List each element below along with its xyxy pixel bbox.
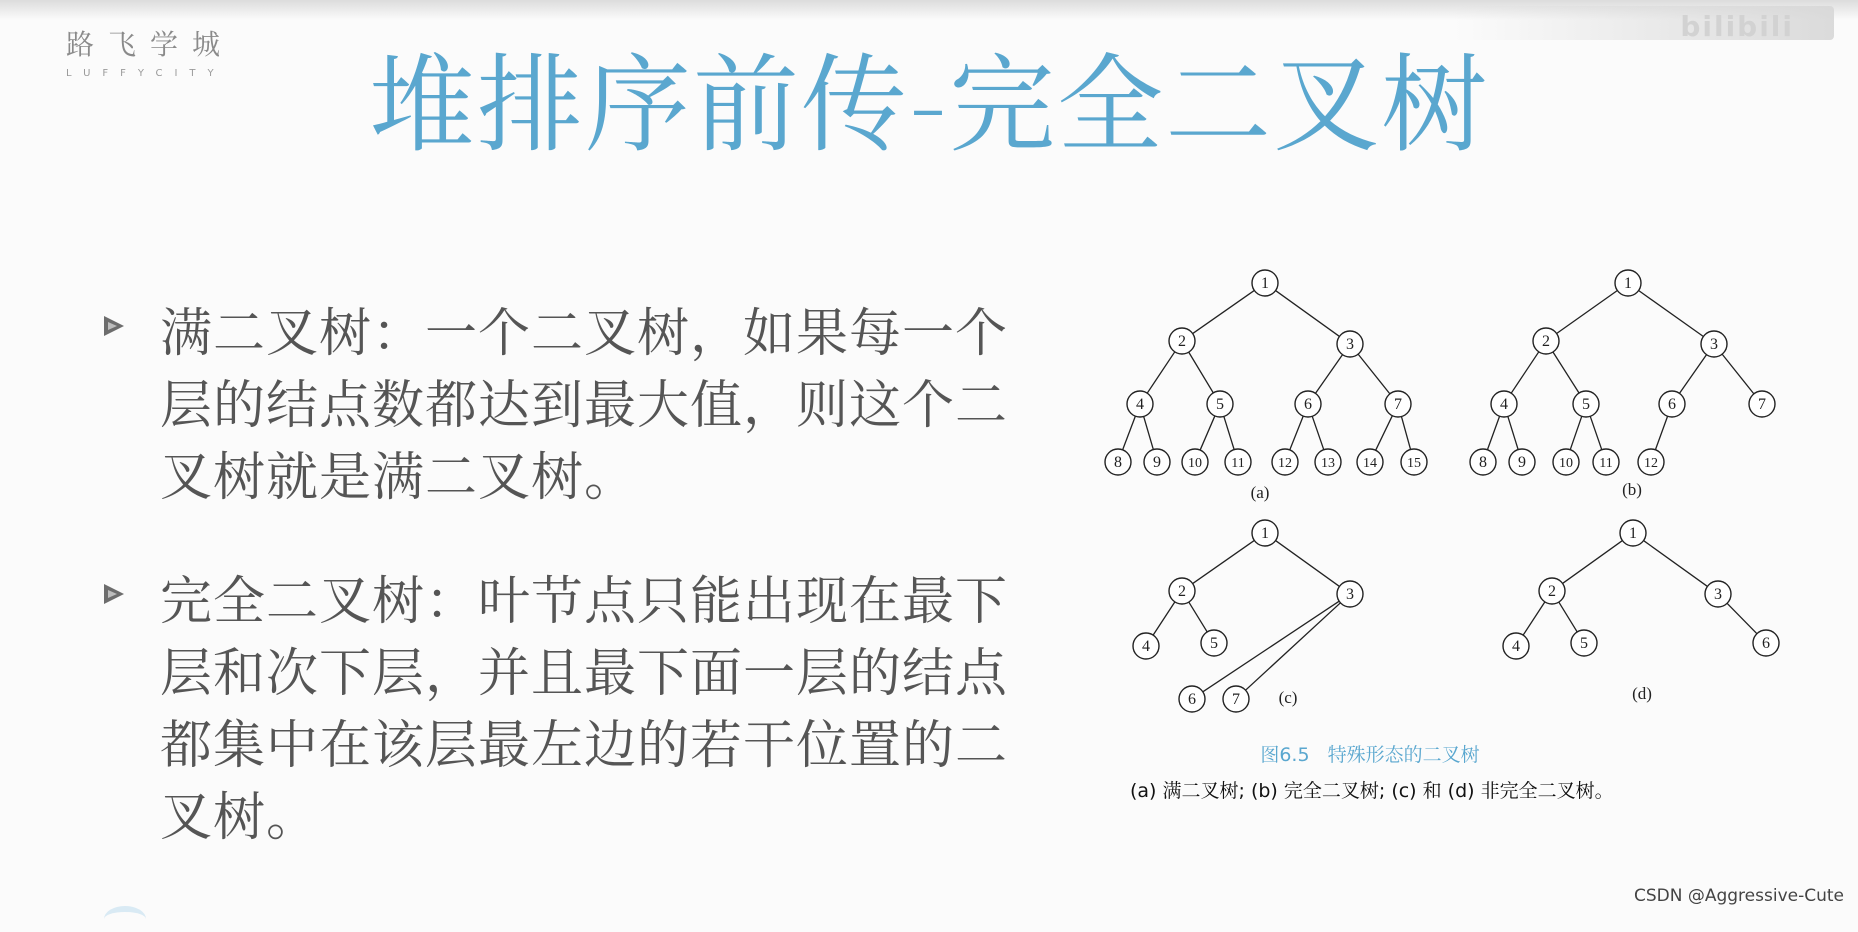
tree-edge [1553,352,1579,393]
tree-node-label: 5 [1216,396,1224,413]
tree-node [1223,686,1249,712]
figure-caption-title: 图6.5 特殊形态的二叉树 [1260,744,1480,766]
tree-edge [1358,354,1390,394]
tree-node [1169,578,1195,604]
tree-label: (c) [1278,688,1298,707]
tree-node [1105,449,1131,475]
tree-edge [1189,352,1214,393]
tree-node [1620,520,1646,546]
tree-node [1705,581,1731,607]
tree-node-label: 2 [1178,583,1186,600]
tree-node-label: 1 [1629,525,1637,542]
slide-title: 堆排序前传-完全二叉树 [368,44,1490,167]
tree-node-label: 14 [1363,456,1377,471]
tree-edge [1376,416,1393,451]
tree-node [1573,391,1599,417]
tree-node [1539,578,1565,604]
tree-node [1169,328,1195,354]
tree-node-label: 13 [1321,456,1335,471]
tree-edge [1312,416,1324,449]
tree-node [1252,270,1278,296]
tree-node-label: 3 [1714,586,1722,603]
tree-node [1337,581,1363,607]
tree-edge [1193,540,1255,583]
tree-node [1315,449,1341,475]
tree-node-label: 6 [1304,396,1312,413]
tree-edge [1639,291,1704,337]
tree-node-label: 1 [1624,275,1632,292]
tree-node-label: 6 [1188,691,1196,708]
tree-edge [1200,416,1215,450]
video-watermark [1454,6,1834,43]
tree-node-label: 7 [1232,691,1240,708]
decorative-arc [104,906,146,932]
tree-edge [1147,352,1175,393]
tree-edge [1189,602,1207,632]
tree-edge [1144,416,1154,449]
tree-node-label: 10 [1188,456,1202,471]
tree-node [1207,391,1233,417]
tree-node [1133,633,1159,659]
tree-label: (d) [1632,684,1652,703]
tree-edge [1559,602,1577,632]
tree-node [1509,449,1535,475]
tree-node-label: 12 [1278,456,1292,471]
tree-node-label: 6 [1668,396,1676,413]
tree-edge [1563,541,1623,584]
tree-node [1357,449,1383,475]
tree-edge [1508,416,1518,449]
tree-node-label: 7 [1394,396,1402,413]
watermark-text: bilibili [1680,10,1794,43]
tree-edge [1401,417,1410,450]
tree-node [1749,391,1775,417]
tree-node [1252,520,1278,546]
tree-node-label: 7 [1758,396,1766,413]
tree-node [1659,391,1685,417]
tree-edge [1224,416,1234,449]
tree-node [1470,449,1496,475]
tree-node [1201,630,1227,656]
tree-edge [1276,291,1340,337]
tree-edge [1644,541,1708,587]
tree-node-label: 3 [1346,586,1354,603]
tree-node [1401,449,1427,475]
tree-node [1491,391,1517,417]
tree-node-label: 1 [1261,275,1269,292]
tree-edge [1276,541,1340,587]
tree-node [1272,449,1298,475]
tree-node-label: 4 [1500,396,1508,413]
tree-node-label: 8 [1114,454,1122,471]
tree-edge [1153,602,1175,635]
tree-edge [1523,602,1545,635]
tree-node [1179,686,1205,712]
tree-node [1385,391,1411,417]
tree-node [1533,328,1559,354]
tree-node-label: 2 [1542,333,1550,350]
tree-edge [1590,416,1602,449]
tree-node-label: 8 [1479,454,1487,471]
tree-edge [1557,291,1618,334]
tree-node-label: 9 [1518,454,1526,471]
tree-node-label: 2 [1178,333,1186,350]
tree-node [1503,633,1529,659]
tree-edge [1123,416,1136,450]
bullet-arrow-icon [102,314,126,338]
logo-chinese: 路飞学城 [66,28,235,61]
csdn-credit: CSDN @Aggressive-Cute [1633,886,1844,906]
tree-edge [1727,603,1757,633]
tree-node-label: 5 [1582,396,1590,413]
tree-node-label: 4 [1136,396,1144,413]
tree-node [1593,449,1619,475]
tree-edge [1290,416,1303,450]
tree-node-label: 11 [1599,456,1613,471]
tree-node-label: 5 [1210,635,1218,652]
tree-edge [1679,355,1706,394]
tree-label: (a) [1250,483,1270,502]
bullet-text: 完全二叉树：叶节点只能出现在最下层和次下层，并且最下面一层的结点都集中在该层最左边的若干位置的二叉树。 [160,572,1009,848]
bullet-text: 满二叉树：一个二叉树，如果每一个层的结点数都达到最大值，则这个二叉树就是满二叉树。 [160,304,1009,508]
tree-edge [1315,355,1342,394]
tree-node-label: 4 [1512,638,1520,655]
tree-edge [1570,416,1582,449]
binary-tree-figure [1100,262,1800,812]
tree-node-label: 6 [1762,635,1770,652]
tree-node [1753,630,1779,656]
tree-node-label: 11 [1231,456,1245,471]
bullet-arrow-icon [102,582,126,606]
tree-node [1295,391,1321,417]
tree-node-label: 12 [1644,456,1658,471]
tree-node [1553,449,1579,475]
tree-node [1638,449,1664,475]
tree-node-label: 10 [1559,456,1573,471]
tree-edge [1722,354,1754,394]
figure-caption-description: (a) 满二叉树; (b) 完全二叉树; (c) 和 (d) 非完全二叉树。 [1130,780,1614,802]
tree-node [1144,449,1170,475]
logo-english: LUFFYCITY [66,68,226,79]
tree-node [1571,630,1597,656]
tree-edge [1511,352,1539,393]
tree-node [1701,331,1727,357]
tree-node-label: 4 [1142,638,1150,655]
tree-node-label: 5 [1580,635,1588,652]
tree-edge [1193,290,1255,333]
tree-node [1127,391,1153,417]
tree-node [1615,270,1641,296]
tree-edge [1487,416,1499,450]
tree-label: (b) [1622,480,1642,499]
tree-node-label: 3 [1710,336,1718,353]
tree-node-label: 3 [1346,336,1354,353]
tree-node [1225,449,1251,475]
tree-node [1337,331,1363,357]
tree-node-label: 2 [1548,583,1556,600]
tree-edge [1655,416,1667,450]
tree-node-label: 15 [1407,456,1421,471]
tree-edge [1246,603,1341,690]
tree-node-label: 1 [1261,525,1269,542]
tree-node [1182,449,1208,475]
tree-node-label: 9 [1153,454,1161,471]
